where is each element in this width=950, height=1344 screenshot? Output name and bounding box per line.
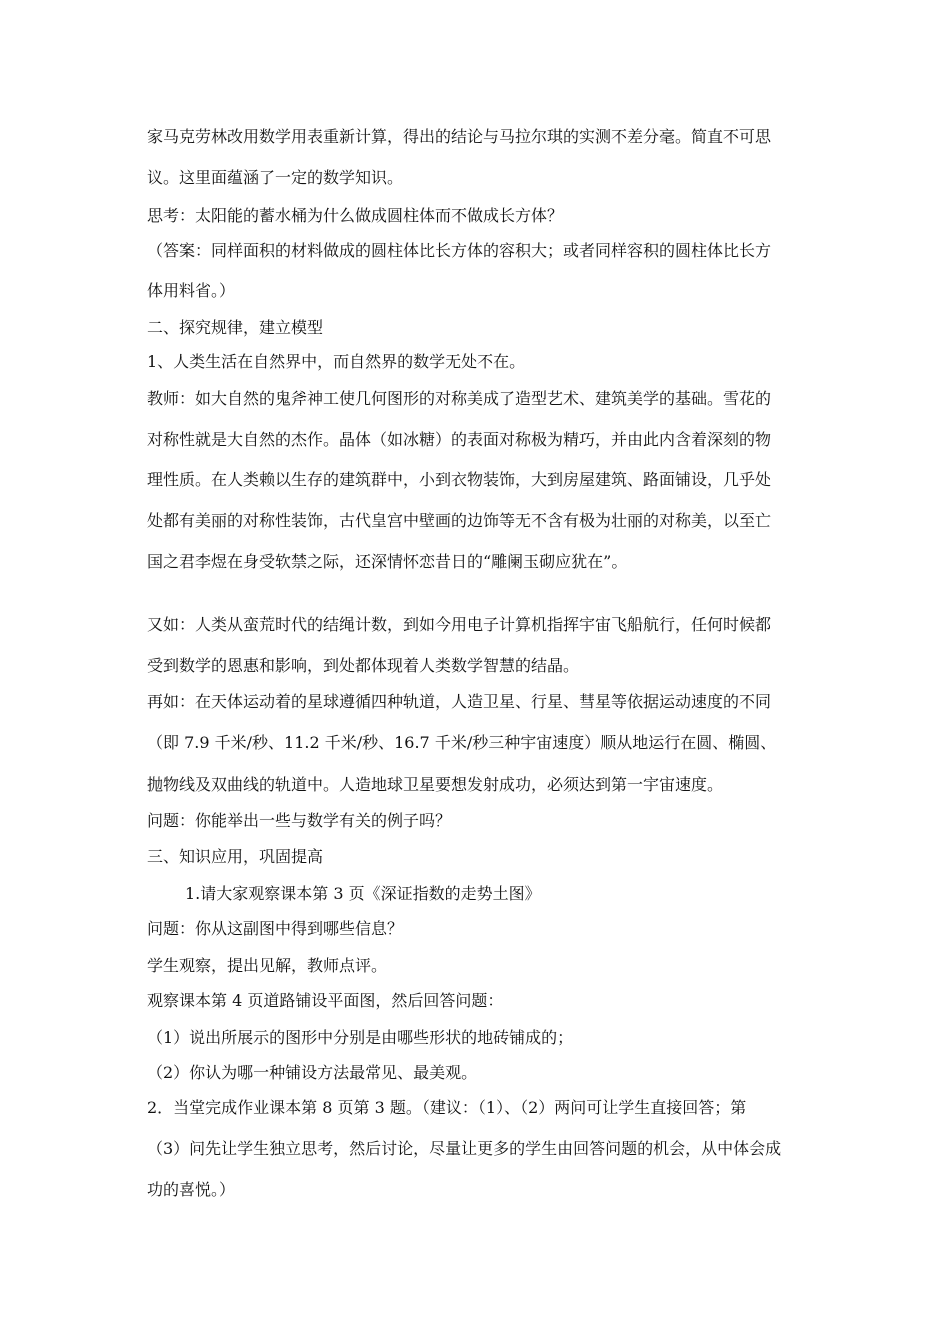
text-line: （2）你认为哪一种铺设方法最常见、最美观。: [147, 1063, 478, 1082]
text-line: 2．当堂完成作业课本第 8 页第 3 题。（建议：（1）、（2）两问可让学生直接回答；第: [147, 1098, 747, 1117]
text-line: （1）说出所展示的图形中分别是由哪些形状的地砖铺成的；: [147, 1028, 574, 1047]
text-line: 功的喜悦。）: [147, 1180, 236, 1199]
text-line: 1.请大家观察课本第 3 页《深证指数的走势土图》: [185, 884, 541, 903]
text-line: 再如：在天体运动着的星球遵循四种轨道，人造卫星、行星、彗星等依据运动速度的不同: [147, 692, 772, 711]
text-line: 受到数学的恩惠和影响，到处都体现着人类数学智慧的结晶。: [147, 656, 580, 675]
text-line: 家马克劳林改用数学用表重新计算，得出的结论与马拉尔琪的实测不差分毫。简直不可思: [147, 127, 772, 146]
text-line: 国之君李煜在身受软禁之际，还深情怀恋昔日的“雕阑玉砌应犹在”。: [147, 552, 628, 571]
section-heading: 二、探究规律，建立模型: [147, 318, 324, 337]
text-line: 思考：太阳能的蓄水桶为什么做成圆柱体而不做成长方体？: [147, 206, 564, 225]
text-line: 又如：人类从蛮荒时代的结绳计数，到如今用电子计算机指挥宇宙飞船航行，任何时候都: [147, 615, 772, 634]
text-line: 教师：如大自然的鬼斧神工使几何图形的对称美成了造型艺术、建筑美学的基础。雪花的: [147, 389, 772, 408]
text-line: 处都有美丽的对称性装饰，古代皇宫中壁画的边饰等无不含有极为壮丽的对称美，以至亡: [147, 511, 772, 530]
text-line: 抛物线及双曲线的轨道中。人造地球卫星要想发射成功，必须达到第一宇宙速度。: [147, 775, 724, 794]
text-line: 学生观察，提出见解，教师点评。: [147, 956, 388, 975]
text-line: （3）问先让学生独立思考，然后讨论，尽量让更多的学生由回答问题的机会，从中体会成: [147, 1139, 782, 1158]
text-line: 理性质。在人类赖以生存的建筑群中，小到衣物装饰，大到房屋建筑、路面铺设，几乎处: [147, 470, 772, 489]
text-line: （即 7.9 千米/秒、11.2 千米/秒、16.7 千米/秒三种宇宙速度）顺从地运行在圆、椭圆、: [147, 733, 777, 752]
text-line: 问题：你从这副图中得到哪些信息？: [147, 919, 404, 938]
text-line: 体用料省。）: [147, 281, 236, 300]
text-line: 观察课本第 4 页道路铺设平面图，然后回答问题：: [147, 991, 504, 1010]
text-line: （答案：同样面积的材料做成的圆柱体比长方体的容积大；或者同样容积的圆柱体比长方: [147, 241, 772, 260]
text-line: 议。这里面蕴涵了一定的数学知识。: [147, 168, 404, 187]
text-line: 1、人类生活在自然界中，而自然界的数学无处不在。: [147, 352, 526, 371]
section-heading: 三、知识应用，巩固提高: [147, 847, 324, 866]
text-line: 问题：你能举出一些与数学有关的例子吗？: [147, 811, 452, 830]
text-line: 对称性就是大自然的杰作。晶体（如冰糖）的表面对称极为精巧，并由此内含着深刻的物: [147, 430, 772, 449]
